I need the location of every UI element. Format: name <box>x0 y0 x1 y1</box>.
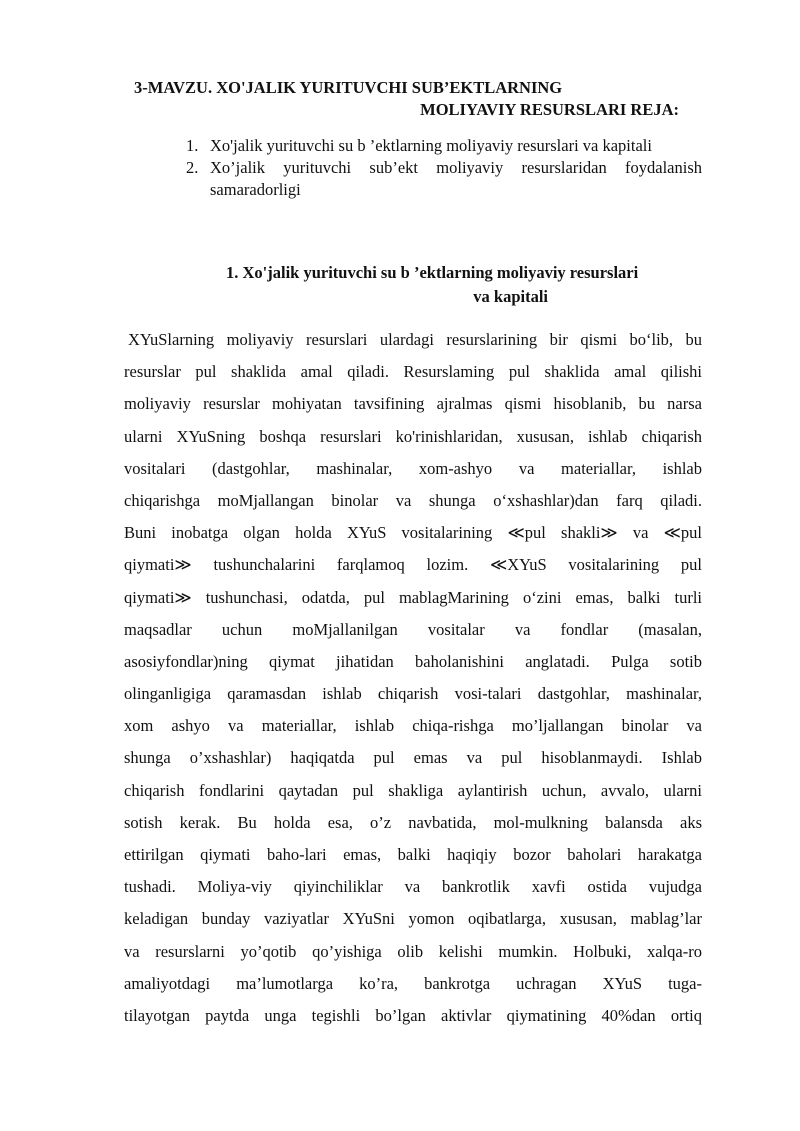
body-line: XYuSlarning moliyaviy resurslari ulardagi resurslarining bir qismi bo‘lib, bu <box>128 330 702 349</box>
body-line: ularni XYuSning boshqa resurslari ko'rinishlaridan, xususan, ishlab chiqarish <box>124 426 702 446</box>
plan-item-number: 2. <box>186 158 199 177</box>
body-line: maqsadlar uchun moMjallanilgan vositalar va fondlar (masalan, <box>124 619 702 639</box>
title-line-2: MOLIYAVIY RESURSLARI REJA: <box>420 100 679 119</box>
body-line: shunga o’xshashlar) haqiqatda pul emas va pul hisoblanmaydi. Ishlab <box>124 748 702 768</box>
body-line: chiqarishga moMjallangan binolar va shunga o‘xshashlar)dan farq qiladi. <box>124 490 702 510</box>
section-heading-line-1: 1. Xo'jalik yurituvchi su b ’ektlarning moliyaviy resurslari <box>226 263 639 282</box>
body-line: tilayotgan paytda unga tegishli bo’lgan aktivlar qiymatining 40%dan ortiq <box>124 1005 702 1025</box>
body-line: xom ashyo va materiallar, ishlab chiqa-rishga mo’ljallangan binolar va <box>124 716 702 736</box>
body-line: olinganligiga qaramasdan ishlab chiqarish vosi-talari dastgohlar, mashinalar, <box>124 684 702 704</box>
body-line: va resurslarni yo’qotib qo’yishiga olib kelishi mumkin. Holbuki, xalqa-ro <box>124 941 702 961</box>
section-heading-line-2: va kapitali <box>473 287 548 306</box>
title-line-1: 3-MAVZU. XO'JALIK YURITUVCHI SUB’EKTLARNING <box>134 78 563 97</box>
plan-list <box>178 135 702 201</box>
body-line: vositalari (dastgohlar, mashinalar, xom-ashyo va materiallar, ishlab <box>124 458 702 478</box>
body-line: qiymati≫ tushunchalarini farqlamoq lozim. ≪XYuS vositalarining pul <box>124 555 702 575</box>
plan-item-number: 1. <box>186 136 199 155</box>
body-line: qiymati≫ tushunchasi, odatda, pul mablagMarining o‘zini emas, balki turli <box>124 587 702 607</box>
plan-item-text: Xo'jalik yurituvchi su b ’ektlarning moliyaviy resurslari va kapitali <box>210 136 652 155</box>
plan-item <box>178 135 702 157</box>
body-line: moliyaviy resurslar mohiyatan tavsifining ajralmas qismi hisoblanib, bu narsa <box>124 394 702 414</box>
body-line: ettirilgan qiymati baho-lari emas, balki haqiqiy bozor baholari harakatga <box>124 845 702 864</box>
plan-item <box>178 157 702 201</box>
body-line: Buni inobatga olgan holda XYuS vositalarining ≪pul shakli≫ va ≪pul <box>124 523 702 543</box>
body-line: tushadi. Moliya-viy qiyinchiliklar va bankrotlik xavfi ostida vujudga <box>124 877 702 897</box>
body-line: resurslar pul shaklida amal qiladi. Resurslaming pul shaklida amal qilishi <box>124 362 702 382</box>
section-heading <box>226 261 702 309</box>
page-title <box>134 77 679 121</box>
body-line: amaliyotdagi ma’lumotlarga ko’ra, bankrotga uchragan XYuS tuga- <box>124 973 702 993</box>
body-line: keladigan bunday vaziyatlar XYuSni yomon oqibatlarga, xususan, mablag’lar <box>124 909 702 929</box>
body-line: asosiyfondlar)ning qiymat jihatidan baholanishini anglatadi. Pulga sotib <box>124 651 702 671</box>
plan-item-text: Xo’jalik yurituvchi sub’ekt moliyaviy resurslaridan foydalanish samaradorligi <box>210 158 702 199</box>
body-line: sotish kerak. Bu holda esa, o’z navbatida, mol-mulkning balansda aks <box>124 812 702 832</box>
body-line: chiqarish fondlarini qaytadan pul shakliga aylantirish uchun, avvalo, ularni <box>124 780 702 800</box>
body-paragraph <box>124 324 702 1032</box>
